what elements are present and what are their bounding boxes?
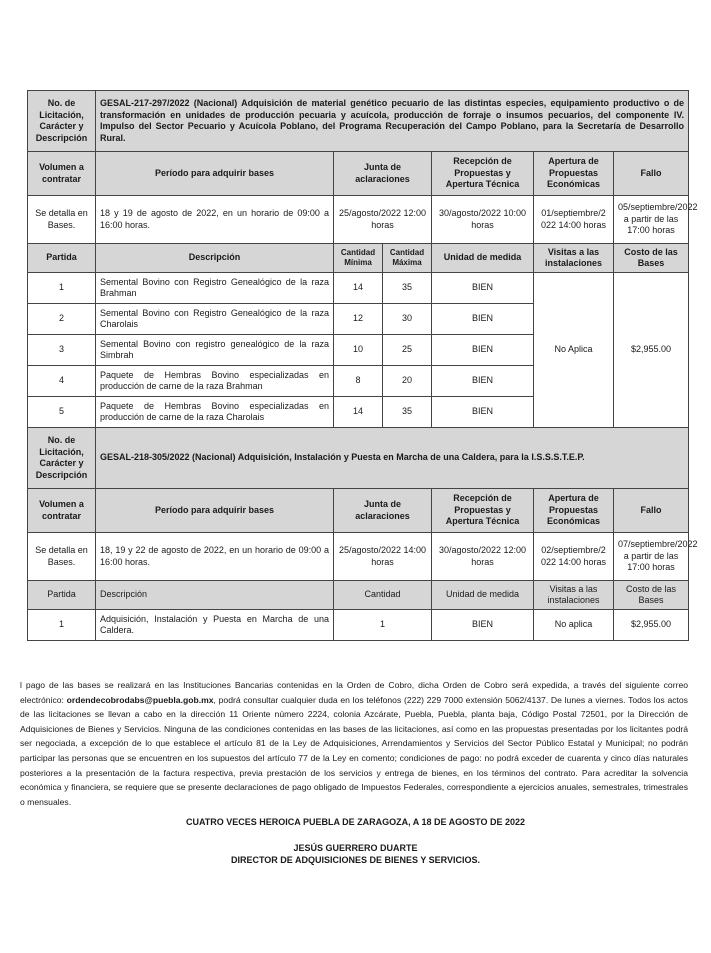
tender-2-description: GESAL-218-305/2022 (Nacional) Adquisición, Instalación y Puesta en Marcha de una Caldera, para la I.S.S.S.T.E.P. [96, 428, 689, 489]
unidad-cell: BIEN [432, 610, 534, 641]
cantidad-maxima-cell: 35 [383, 273, 432, 304]
table-row [28, 610, 689, 641]
header-costo: Costo de las Bases [614, 244, 689, 273]
partida-cell: 2 [28, 304, 96, 335]
header-recepcion: Recepción de Propuestas y Apertura Técnica [432, 489, 534, 533]
cantidad-minima-cell: 14 [334, 397, 383, 428]
tender-1-item-headers [28, 244, 689, 273]
unidad-cell: BIEN [432, 397, 534, 428]
header-apertura: Apertura de Propuestas Económicas [534, 489, 614, 533]
descripcion-cell: Semental Bovino con registro genealógico de la raza Simbrah [96, 335, 334, 366]
header-visitas: Visitas a las instalaciones [534, 581, 614, 610]
cantidad-maxima-cell: 30 [383, 304, 432, 335]
cantidad-minima-cell: 14 [334, 273, 383, 304]
fallo-value: 07/septiembre/2022 a partir de las 17:00 horas [614, 533, 689, 581]
cantidad-minima-cell: 8 [334, 366, 383, 397]
cantidad-minima-cell: 10 [334, 335, 383, 366]
header-unidad: Unidad de medida [432, 581, 534, 610]
volumen-value: Se detalla en Bases. [28, 533, 96, 581]
footer-text-1: l pago de las bases se realizará en las Instituciones Bancarias contenidas en la Orden de Cobro, dicha Orden de Cobro será expedida, a través del siguiente correo electrónico: [20, 680, 688, 705]
unidad-cell: BIEN [432, 366, 534, 397]
visitas-cell: No aplica [534, 610, 614, 641]
descripcion-cell: Semental Bovino con Registro Genealógico de la raza Brahman [96, 273, 334, 304]
unidad-cell: BIEN [432, 273, 534, 304]
fallo-value: 05/septiembre/2022 a partir de las 17:00 horas [614, 196, 689, 244]
junta-value: 25/agosto/2022 12:00 horas [334, 196, 432, 244]
tender-1-header-row [28, 91, 689, 152]
tender-2-schedule-values [28, 533, 689, 581]
header-junta: Junta de aclaraciones [334, 489, 432, 533]
periodo-value: 18 y 19 de agosto de 2022, en un horario de 09:00 a 16:00 horas. [96, 196, 334, 244]
header-recepcion: Recepción de Propuestas y Apertura Técnica [432, 152, 534, 196]
tender-table [27, 90, 698, 641]
header-periodo: Período para adquirir bases [96, 152, 334, 196]
junta-value: 25/agosto/2022 14:00 horas [334, 533, 432, 581]
signer-name: JESÚS GUERRERO DUARTE [293, 843, 418, 853]
header-partida: Partida [28, 581, 96, 610]
header-visitas: Visitas a las instalaciones [534, 244, 614, 273]
volumen-value: Se detalla en Bases. [28, 196, 96, 244]
apertura-value: 02/septiembre/2 022 14:00 horas [534, 533, 614, 581]
partida-cell: 3 [28, 335, 96, 366]
header-cantidad: Cantidad [334, 581, 432, 610]
cantidad-maxima-cell: 25 [383, 335, 432, 366]
unidad-cell: BIEN [432, 304, 534, 335]
signer-position: DIRECTOR DE ADQUISICIONES DE BIENES Y SERVICIOS. [230, 855, 481, 865]
visitas-cell: No Aplica [534, 273, 614, 428]
tender-2-label: No. de Licitación, Carácter y Descripción [28, 428, 96, 489]
tender-2-item-headers [28, 581, 689, 610]
header-fallo: Fallo [614, 489, 689, 533]
recepcion-value: 30/agosto/2022 10:00 horas [432, 196, 534, 244]
cantidad-cell: 1 [334, 610, 432, 641]
partida-cell: 5 [28, 397, 96, 428]
footer-paragraph [20, 678, 688, 809]
header-cantidad-maxima: Cantidad Máxima [383, 244, 432, 273]
footer-email: ordendecobrodabs@puebla.gob.mx [66, 694, 214, 705]
tender-2-schedule-headers [28, 489, 689, 533]
cantidad-maxima-cell: 35 [383, 397, 432, 428]
table-row [28, 273, 689, 304]
tender-1-description: GESAL-217-297/2022 (Nacional) Adquisición de material genético pecuario de las distintas especies, equipamiento productivo o de transformación en unidades de producción pecuaria y acuícola, producción de forraje o insumos pecuarios, del componente IV. Impulso del Sector Pecuario y Acuícola Poblano, del Programa Recuperación del Campo Poblano, para la Secretaría de Desarrollo Rural. [96, 91, 689, 152]
partida-cell: 1 [28, 610, 96, 641]
tender-1-label: No. de Licitación, Carácter y Descripción [28, 91, 96, 152]
header-unidad: Unidad de medida [432, 244, 534, 273]
recepcion-value: 30/agosto/2022 12:00 horas [432, 533, 534, 581]
header-periodo: Período para adquirir bases [96, 489, 334, 533]
descripcion-cell: Paquete de Hembras Bovino especializadas en producción de carne de la raza Charolais [96, 397, 334, 428]
header-descripcion: Descripción [96, 581, 334, 610]
header-descripcion: Descripción [96, 244, 334, 273]
header-apertura: Apertura de Propuestas Económicas [534, 152, 614, 196]
place-date: CUATRO VECES HEROICA PUEBLA DE ZARAGOZA, A 18 DE AGOSTO DE 2022 [185, 817, 526, 827]
descripcion-cell: Adquisición, Instalación y Puesta en Marcha de una Caldera. [96, 610, 334, 641]
partida-cell: 1 [28, 273, 96, 304]
costo-cell: $2,955.00 [614, 273, 689, 428]
header-cantidad-minima: Cantidad Mínima [334, 244, 383, 273]
descripcion-cell: Semental Bovino con Registro Genealógico de la raza Charolais [96, 304, 334, 335]
tender-1-schedule-values [28, 196, 689, 244]
header-junta: Junta de aclaraciones [334, 152, 432, 196]
partida-cell: 4 [28, 366, 96, 397]
header-partida: Partida [28, 244, 96, 273]
tender-1-schedule-headers [28, 152, 689, 196]
tender-2-header-row [28, 428, 689, 489]
apertura-value: 01/septiembre/2 022 14:00 horas [534, 196, 614, 244]
header-volumen: Volumen a contratar [28, 489, 96, 533]
costo-cell: $2,955.00 [614, 610, 689, 641]
header-volumen: Volumen a contratar [28, 152, 96, 196]
unidad-cell: BIEN [432, 335, 534, 366]
cantidad-minima-cell: 12 [334, 304, 383, 335]
header-costo: Costo de las Bases [614, 581, 689, 610]
header-fallo: Fallo [614, 152, 689, 196]
cantidad-maxima-cell: 20 [383, 366, 432, 397]
footer-text-2: , podrá consultar cualquier duda en los teléfonos (222) 229 7000 extensión 5062/4137. De lunes a viernes. Todos los actos de las licitaciones se llevan a cabo en la dirección 11 Oriente número 2224, colonia Azcárate, Puebla, Puebla, planta baja, Código Postal 72501, por la Dirección de Adquisiciones de Bienes y Servicios. Ninguna de las condiciones contenidas en las bases de las licitaciones, así como en las propuestas presentadas por los licitantes podrá ser negociada, a excepción de lo que establece el artículo 81 de la Ley de Adquisiciones, Arrendamientos y Servicios del Sector Público Estatal y Municipal; no podrán participar las personas que se encuentren en los supuestos del artículo 77 de la Ley en comento; condiciones de pago: no podrá exceder de cuarenta y cinco días naturales posteriores a la presentación de la factura respectiva, previa prestación de los servicios y entrega de bienes, en los términos del contrato. Para acreditar la solvencia económica y financiera, se requiere que se presente declaraciones de pago obligado de Impuestos Federales, correspondiente a ejercicios anuales, semestrales, trimestrales o mensuales. [20, 694, 688, 807]
periodo-value: 18, 19 y 22 de agosto de 2022, en un horario de 09:00 a 16:00 horas. [96, 533, 334, 581]
descripcion-cell: Paquete de Hembras Bovino especializadas en producción de carne de la raza Brahman [96, 366, 334, 397]
